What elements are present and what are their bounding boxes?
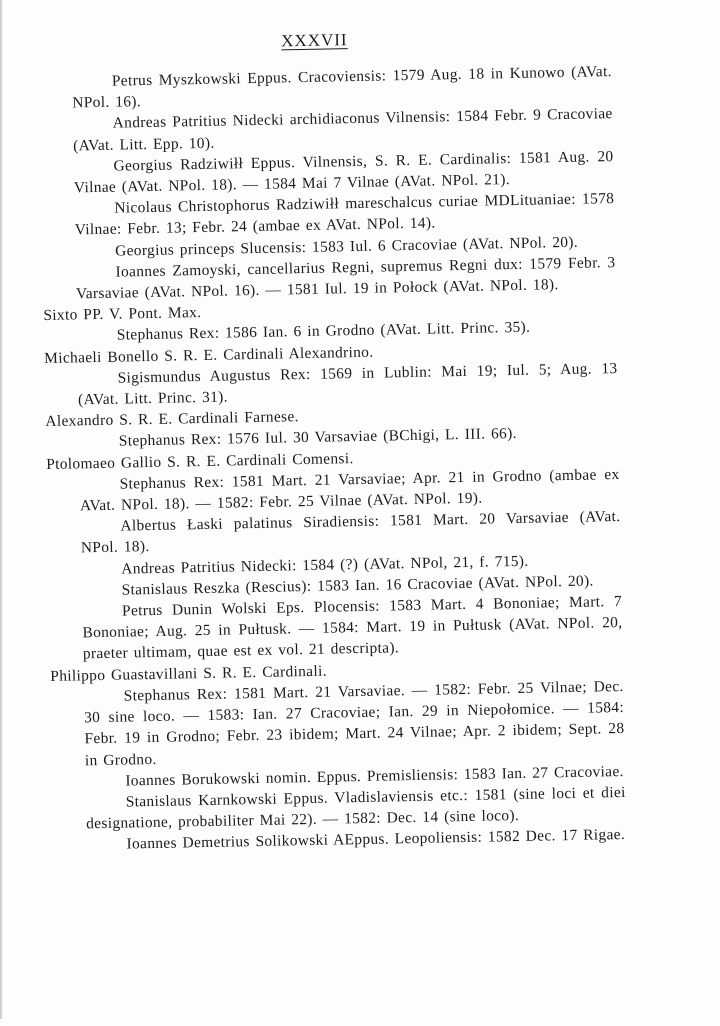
document-body [0,59,720,857]
letter-entry: Petrus Myszkowski Eppus. Cracoviensis: 1579 Aug. 18 in Kunowo (AVat. NPol. 16). [72,63,612,112]
letter-entry: Andreas Patritius Nidecki: 1584 (?) (AVat. NPol, 21, f. 715). [121,552,529,578]
recipient-heading: Michaeli Bonello S. R. E. Cardinali Alexandrino. [44,343,374,367]
recipient-heading: Sixto PP. V. Pont. Max. [43,304,202,325]
letter-entry: Andreas Patritius Nidecki archidiaconus Vilnensis: 1584 Febr. 9 Cracoviae (AVat. Litt. Epp. 10). [72,105,613,155]
letter-entry: Stanislaus Reszka (Rescius): 1583 Ian. 16 Cracoviae (AVat. NPol. 20). [121,572,594,599]
letter-entry: Stanislaus Karnkowski Eppus. Vladislaviensis etc.: 1581 (sine loci et diei designatione, probabiliter Mai 22). — 1582: Dec. 14 (sine loco). [86,783,626,833]
letter-entry: Georgius princeps Slucensis: 1583 Iul. 6 Cracoviae (AVat. NPol. 20). [115,233,579,260]
letter-entry: Stephanus Rex: 1581 Mart. 21 Varsaviae; Apr. 21 in Grodno (ambae ex AVat. NPol. 18). — 1582: Febr. 25 Vilnae (AVat. NPol. 19). [79,465,620,515]
letter-entry: Sigismundus Augustus Rex: 1569 in Lublin: Mai 19; Iul. 5; Aug. 13 (AVat. Litt. Princ. 31). [77,359,618,409]
letter-entry: Albertus Łaski palatinus Siradiensis: 1581 Mart. 20 Varsaviae (AVat. NPol. 18). [80,508,621,557]
letter-entry: Ioannes Demetrius Solikowski AEppus. Leopoliensis: 1582 Dec. 17 Rigae. [126,826,626,853]
letter-entry: Georgius Radziwiłł Eppus. Vilnensis, S. R. E. Cardinalis: 1581 Aug. 20 Vilnae (AVat. NPol. 18). — 1584 Mai 7 Vilnae (AVat. NPol. 21). [73,147,614,197]
letter-entry: Petrus Dunin Wolski Eps. Plocensis: 1583 Mart. 4 Bononiae; Mart. 7 Bononiae; Aug. 25 in Pułtusk. — 1584: Mart. 19 in Pułtusk (AVat. NPol. 20, praeter ultimam, quae est ex vol. 21 descripta). [82,593,623,663]
recipient-heading: Philippo Guastavillani S. R. E. Cardinali. [50,662,327,685]
page-number: XXXVII [280,30,348,51]
letter-entry: Ioannes Zamoyski, cancellarius Regni, supremus Regni dux: 1579 Febr. 3 Varsaviae (AVat. NPol. 16). — 1581 Iul. 19 in Połock (AVat. NPol. 18). [75,253,616,303]
letter-entry: Nicolaus Christophorus Radziwiłł mareschalcus curiae MDLituaniae: 1578 Vilnae: Febr. 13; Febr. 24 (ambae ex AVat. NPol. 14). [74,190,615,239]
letter-entry: Stephanus Rex: 1581 Mart. 21 Varsaviae. — 1582: Febr. 25 Vilnae; Dec. 30 sine loco. — 1583: Ian. 27 Cracoviae; Ian. 29 in Niepołomice. — 1584: Febr. 19 in Grodno; Febr. 23 ibidem; Mart. 24 Vilnae; Apr. 2 ibidem; Sept. 28 in Grodno. [83,677,625,769]
recipient-heading: Ptolomaeo Gallio S. R. E. Cardinali Comensi. [46,449,354,473]
letter-entry: Stephanus Rex: 1586 Ian. 6 in Grodno (AVat. Litt. Princ. 35). [116,319,531,345]
letter-entry: Ioannes Borukowski nomin. Eppus. Premisliensis: 1583 Ian. 27 Cracoviae. [125,762,624,790]
letter-entry: Stephanus Rex: 1576 Iul. 30 Varsaviae (BChigi, L. III. 66). [118,425,517,451]
recipient-heading: Alexandro S. R. E. Cardinali Farnese. [45,408,299,431]
